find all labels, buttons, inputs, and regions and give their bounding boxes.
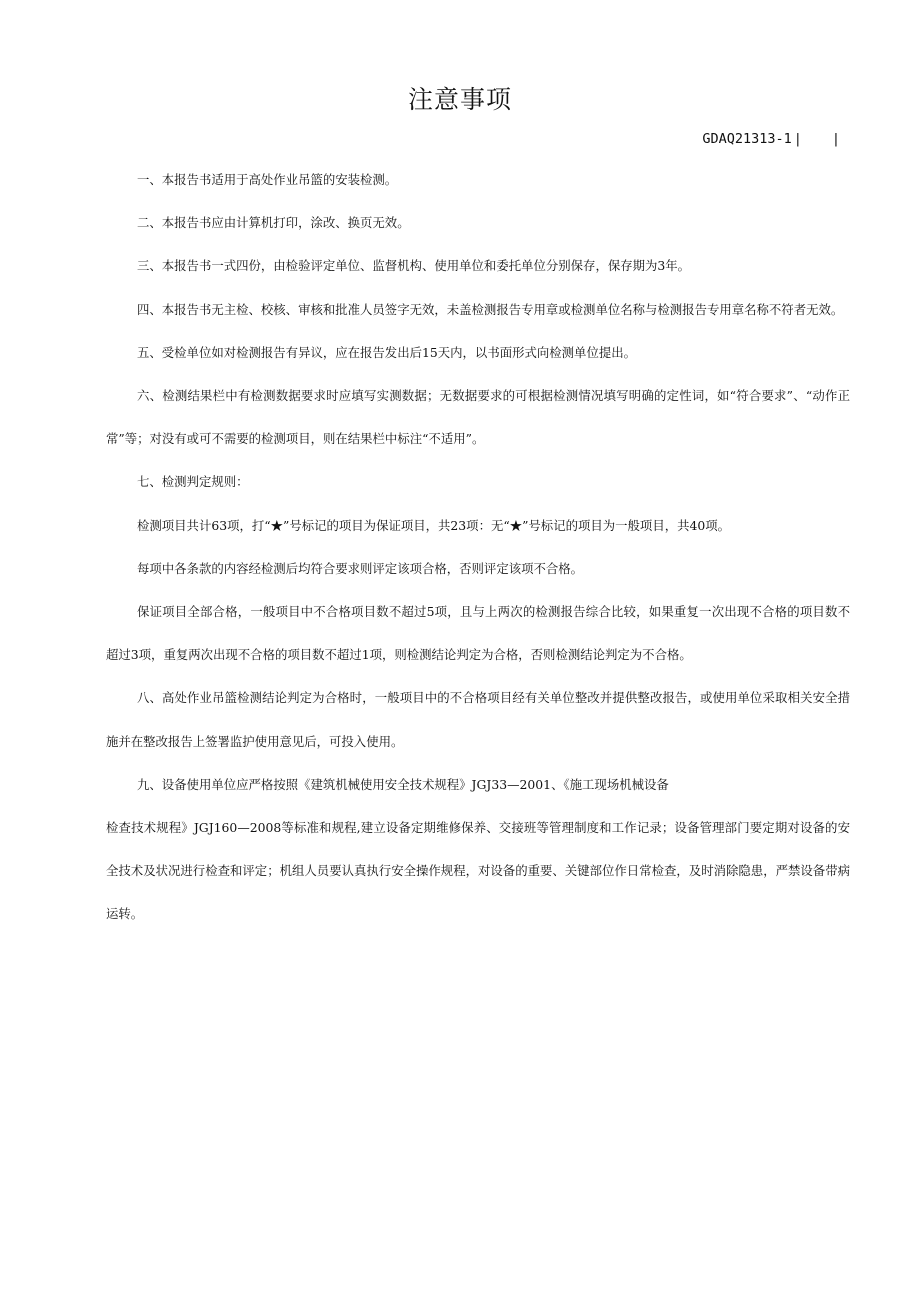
- note-2: 二、本报告书应由计算机打印，涂改、换页无效。: [137, 215, 410, 231]
- note-7-item-count: 检测项目共计63项，打“★”号标记的项目为保证项目，共23项：无“★”号标记的项目为一般项目，共40项。: [137, 517, 731, 533]
- note-4: 四、本报告书无主检、校核、审核和批准人员签字无效，未盖检测报告专用章或检测单位名称与检测报告专用章名称不符者无效。: [137, 301, 844, 317]
- document-code-text: GDAQ21313-1: [702, 131, 792, 147]
- note-9-continued: 检查技术规程》JGJ160—2008等标准和规程,建立设备定期维修保养、交接班等管理制度和工作记录；设备管理部门要定期对设备的安全技术及状况进行检查和评定；机组人员要认真执行安全操作规程，对设备的重要、关键部位作日常检查，及时消除隐患，严禁设备带病运转。: [106, 820, 850, 922]
- note-7-conclusion-rule: 保证项目全部合格，一般项目中不合格项目数不超过5项，且与上两次的检测报告综合比较，如果重复一次出现不合格的项目数不超过3项，重复两次出现不合格的项目数不超过1项，则检测结论判定为合格，否则检测结论判定为不合格。: [106, 604, 850, 663]
- note-6: 六、检测结果栏中有检测数据要求时应填写实测数据；无数据要求的可根据检测情况填写明确的定性词，如“符合要求”、“动作正常”等；对没有或可不需要的检测项目，则在结果栏中标注“不适用”。: [106, 388, 850, 447]
- note-9: 九、设备使用单位应严格按照《建筑机械使用安全技术规程》JGJ33—2001、《施工现场机械设备: [137, 776, 669, 792]
- page-title: 注意事项: [407, 85, 512, 114]
- note-8: 八、高处作业吊篮检测结论判定为合格时，一般项目中的不合格项目经有关单位整改并提供整改报告，或使用单位采取相关安全措施并在整改报告上签署监护使用意见后，可投入使用。: [106, 690, 850, 749]
- note-3: 三、本报告书一式四份，由检验评定单位、监督机构、使用单位和委托单位分别保存，保存期为3年。: [137, 258, 691, 274]
- document-code-bar-left: |: [793, 131, 802, 147]
- note-5: 五、受检单位如对检测报告有异议，应在报告发出后15天内，以书面形式向检测单位提出。: [137, 344, 637, 360]
- document-code-bar-right: |: [831, 131, 840, 147]
- note-7-heading: 七、检测判定规则：: [137, 474, 249, 490]
- note-1: 一、本报告书适用于高处作业吊篮的安装检测。: [137, 172, 398, 187]
- document-code: [702, 131, 840, 147]
- notes-body: [106, 158, 850, 936]
- note-7-item-rule: 每项中各条款的内容经检测后均符合要求则评定该项合格，否则评定该项不合格。: [137, 560, 584, 576]
